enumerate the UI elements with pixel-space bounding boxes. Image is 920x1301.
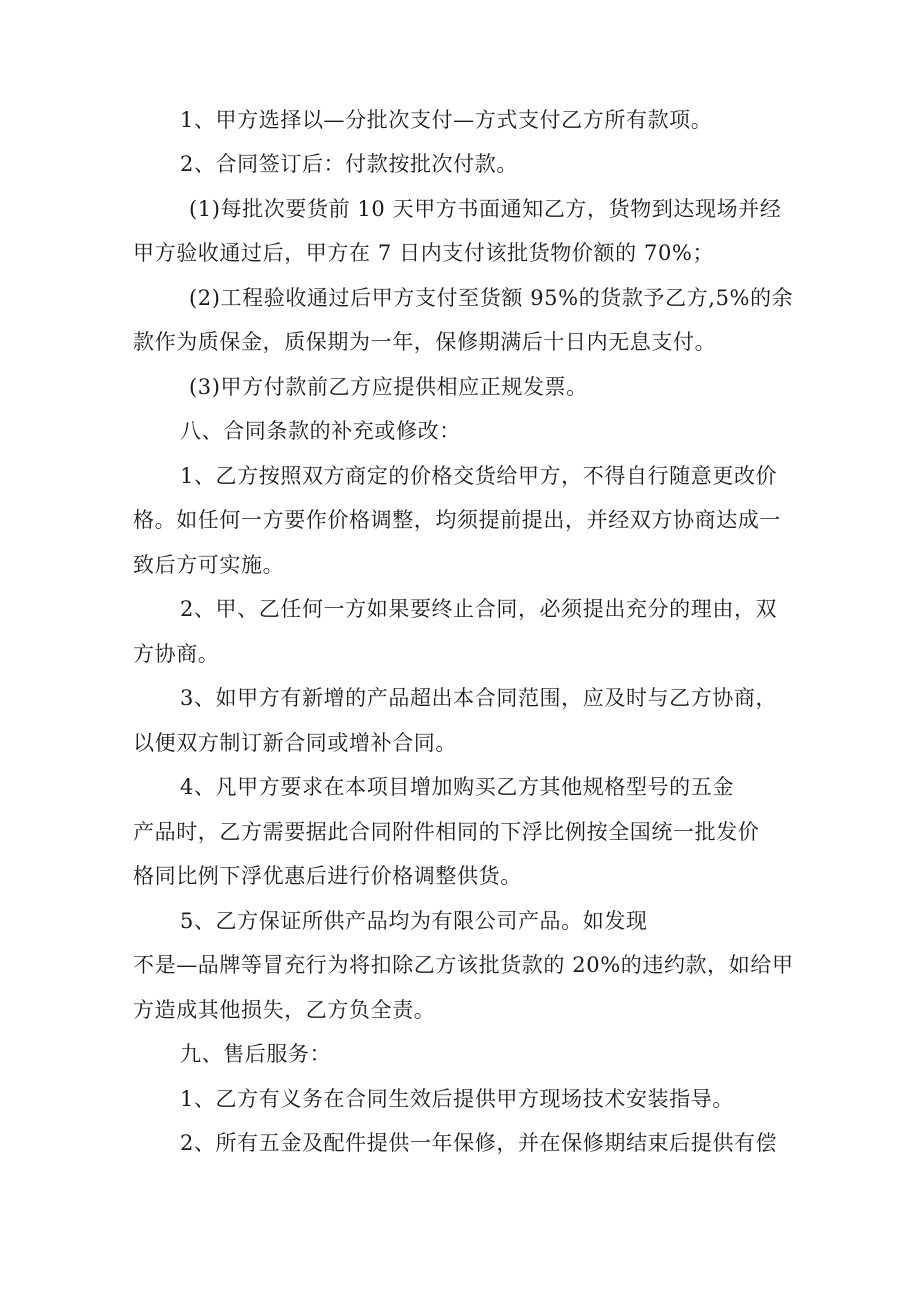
payment-item-1-line-1: (1)每批次要货前 10 天甲方书面通知乙方，货物到达现场并经 (189, 197, 782, 221)
payment-item-1-line-2: 甲方验收通过后，甲方在 7 日内支付该批货物价额的 70%； (133, 241, 715, 265)
payment-item-3: (3)甲方付款前乙方应提供相应正规发票。 (189, 375, 588, 399)
section-heading-8: 八、合同条款的补充或修改： (180, 419, 461, 443)
clause-8-5-line-2: 不是—品牌等冒充行为将扣除乙方该批货款的 20%的违约款，如给甲 (133, 953, 794, 977)
clause-8-3-line-1: 3、如甲方有新增的产品超出本合同范围，应及时与乙方协商， (180, 686, 778, 710)
payment-item-2-line-1: (2)工程验收通过后甲方支付至货额 95%的货款予乙方,5%的余 (189, 286, 794, 310)
clause-9-2-line-1: 2、所有五金及配件提供一年保修，并在保修期结束后提供有偿 (180, 1131, 778, 1155)
clause-8-4-line-2: 产品时，乙方需要据此合同附件相同的下浮比例按全国统一批发价 (133, 820, 760, 844)
clause-8-1-line-3: 致后方可实施。 (133, 553, 285, 577)
clause-9-1: 1、乙方有义务在合同生效后提供甲方现场技术安装指导。 (180, 1087, 734, 1111)
clause-8-2-line-2: 方协商。 (133, 642, 220, 666)
payment-item-2-line-2: 款作为质保金，质保期为一年，保修期满后十日内无息支付。 (133, 330, 717, 354)
clause-8-3-line-2: 以便双方制订新合同或增补合同。 (133, 731, 457, 755)
clause-8-4-line-3: 格同比例下浮优惠后进行价格调整供货。 (133, 864, 522, 888)
clause-8-5-line-3: 方造成其他损失，乙方负全责。 (133, 998, 436, 1022)
payment-clause-2: 2、合同签订后：付款按批次付款。 (180, 152, 518, 176)
clause-8-1-line-1: 1、乙方按照双方商定的价格交货给甲方，不得自行随意更改价 (180, 464, 778, 488)
payment-clause-1: 1、甲方选择以—分批次支付—方式支付乙方所有款项。 (180, 108, 713, 132)
clause-8-1-line-2: 格。如任何一方要作价格调整，均须提前提出，并经双方协商达成一 (133, 508, 781, 532)
section-heading-9: 九、售后服务： (180, 1042, 332, 1066)
clause-8-2-line-1: 2、甲、乙任何一方如果要终止合同，必须提出充分的理由，双 (180, 597, 778, 621)
clause-8-5-line-1: 5、乙方保证所供产品均为有限公司产品。如发现 (180, 909, 648, 933)
clause-8-4-line-1: 4、凡甲方要求在本项目增加购买乙方其他规格型号的五金 (180, 775, 734, 799)
